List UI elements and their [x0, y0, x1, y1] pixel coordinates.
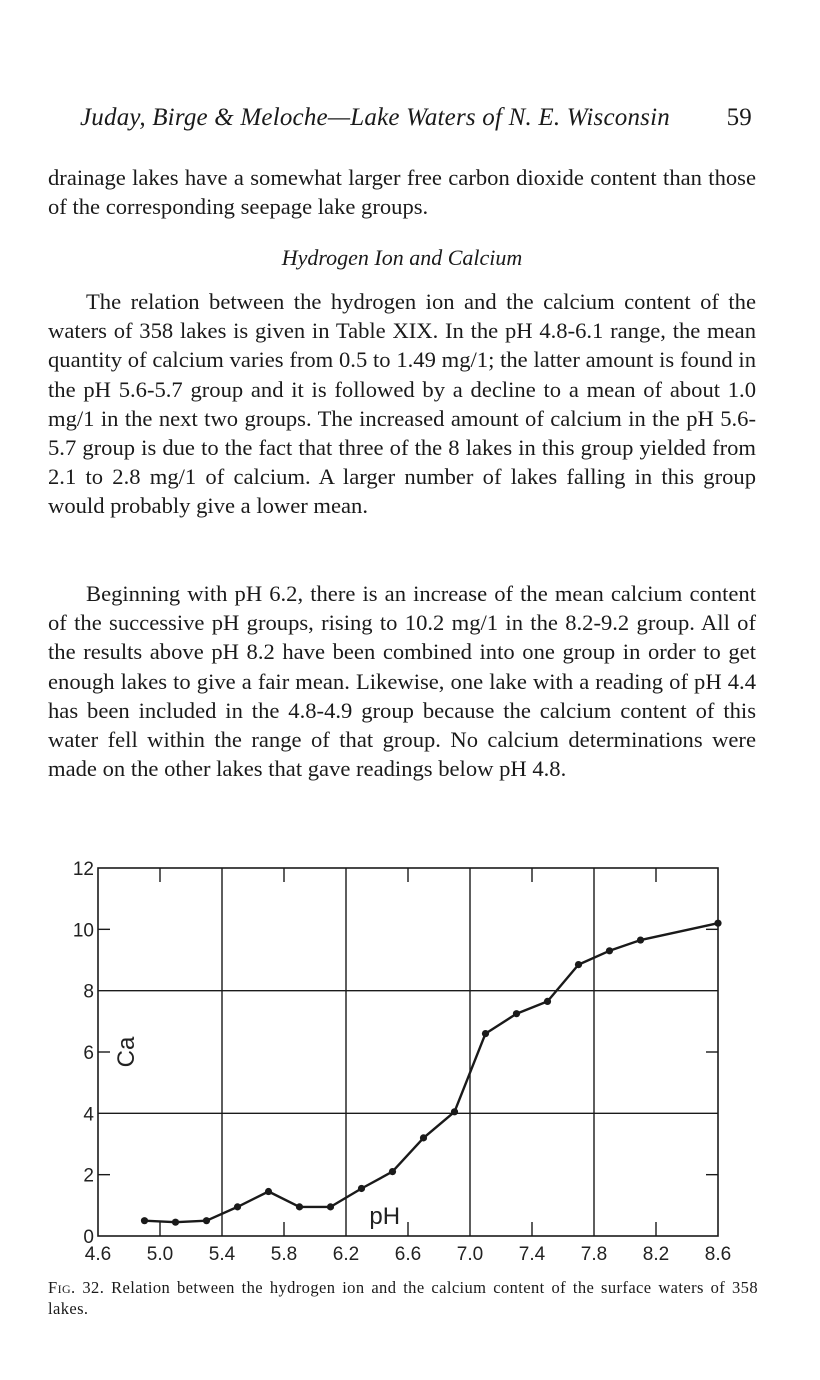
- caption-label: Fig. 32.: [48, 1278, 105, 1297]
- plot-frame: [98, 868, 718, 1236]
- paragraph-beginning: Beginning with pH 6.2, there is an increase of the mean calcium content of the successive pH groups, rising to 10.2 mg/1 in the 8.2-9.2 group. All of the results above pH 8.2 have been combined into one group in order to get enough lakes to give a fair mean. Likewise, one lake with a reading of pH 4.4 has been included in the 4.8-4.9 group because the calcium content of this water fell within the range of that group. No calcium determinations were made on the other lakes that gave readings below pH 4.8.: [48, 581, 756, 782]
- x-tick-label: 8.6: [704, 1244, 732, 1265]
- y-axis-title: Ca: [113, 1036, 140, 1068]
- data-point: [637, 936, 644, 943]
- x-tick-label: 4.6: [84, 1244, 112, 1265]
- x-axis-title: pH: [369, 1203, 401, 1230]
- y-tick-label: 0: [83, 1227, 94, 1248]
- data-point: [575, 961, 582, 968]
- paragraph-relation: The relation between the hydrogen ion and the calcium content of the waters of 358 lakes is given in Table XIX. In the pH 4.8-6.1 range, the mean quantity of calcium varies from 0.5 to 1.49 mg/1; the latter amount is found in the pH 5.6-5.7 group and it is followed by a decline to a mean of about 1.0 mg/1 in the next two groups. The increased amount of calcium in the pH 5.6-5.7 group is due to the fact that three of the 8 lakes in this group yielded from 2.1 to 2.8 mg/1 of calcium. A larger number of lakes falling in this group would probably give a lower mean.: [48, 289, 756, 519]
- data-point: [482, 1030, 489, 1037]
- data-point: [234, 1203, 241, 1210]
- x-tick-label: 8.2: [642, 1244, 670, 1265]
- y-tick-label: 6: [83, 1043, 94, 1064]
- running-head: [80, 104, 752, 132]
- data-point: [358, 1185, 365, 1192]
- x-tick-label: 5.0: [146, 1244, 174, 1265]
- data-point: [513, 1010, 520, 1017]
- data-point: [265, 1188, 272, 1195]
- data-point: [327, 1203, 334, 1210]
- figure-caption: [48, 1277, 758, 1319]
- data-point: [451, 1108, 458, 1115]
- x-tick-label: 5.4: [208, 1244, 236, 1265]
- data-point: [420, 1134, 427, 1141]
- running-head-title: Juday, Birge & Meloche—Lake Waters of N. E. Wisconsin: [80, 104, 670, 131]
- x-tick-label: 7.0: [456, 1244, 484, 1265]
- x-tick-label: 6.2: [332, 1244, 360, 1265]
- series-line: [145, 923, 719, 1222]
- x-tick-label: 7.4: [518, 1244, 546, 1265]
- caption-text: Relation between the hydrogen ion and the calcium content of the surface waters of 358 lakes.: [48, 1278, 758, 1318]
- data-point: [203, 1217, 210, 1224]
- data-point: [172, 1219, 179, 1226]
- data-point: [389, 1168, 396, 1175]
- paragraph-continuation: drainage lakes have a somewhat larger free carbon dioxide content than those of the corresponding seepage lake groups.: [48, 165, 756, 220]
- section-heading: Hydrogen Ion and Calcium: [281, 245, 523, 270]
- y-tick-label: 4: [83, 1104, 94, 1126]
- x-tick-label: 6.6: [394, 1244, 422, 1265]
- data-point: [606, 947, 613, 954]
- y-tick-label: 2: [83, 1165, 94, 1187]
- y-tick-label: 12: [72, 859, 94, 880]
- data-point: [544, 998, 551, 1005]
- data-point: [141, 1217, 148, 1224]
- page-number: 59: [726, 104, 752, 131]
- y-tick-label: 8: [83, 981, 94, 1003]
- data-point: [296, 1203, 303, 1210]
- ph-calcium-chart: [70, 850, 760, 1270]
- x-tick-label: 7.8: [580, 1244, 608, 1265]
- data-point: [714, 920, 721, 927]
- figure-32: [70, 850, 760, 1270]
- y-tick-label: 10: [72, 920, 94, 942]
- x-tick-label: 5.8: [270, 1244, 298, 1265]
